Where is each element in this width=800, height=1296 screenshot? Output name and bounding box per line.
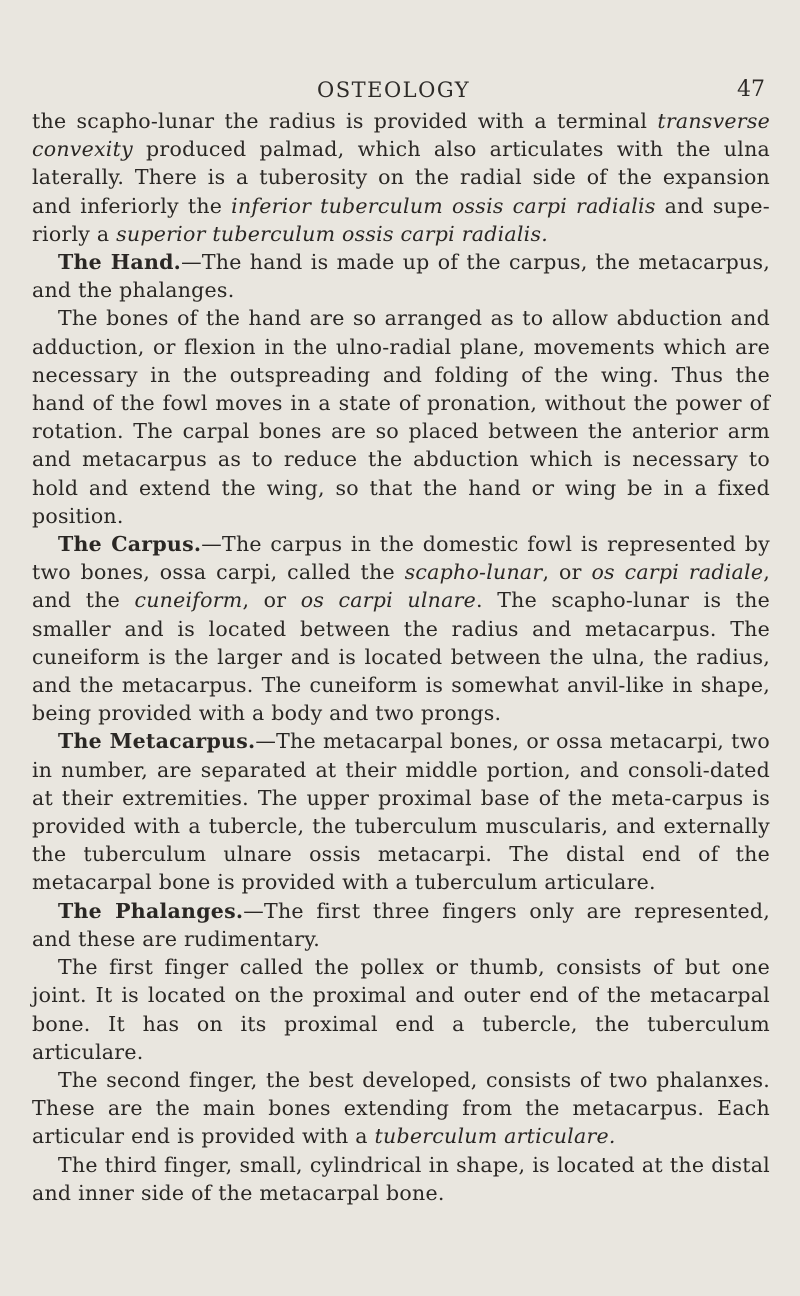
text-run-italic: os carpi ulnare bbox=[300, 588, 477, 613]
paragraph-metacarpus bbox=[32, 727, 770, 896]
text-run-italic: superior tuberculum ossis carpi radialis. bbox=[116, 221, 549, 246]
text-run: , or bbox=[542, 560, 592, 585]
paragraph-third-finger bbox=[32, 1151, 770, 1207]
paragraph-phalanges bbox=[32, 897, 770, 953]
paragraph-hand bbox=[32, 248, 770, 304]
text-run: and supe-riorly a bbox=[32, 193, 770, 246]
text-run: produced palmad, which also articulates with the ulna laterally. There is a tuberosity on the radial side of the expansion and inferiorly the bbox=[32, 137, 770, 218]
page-number: 47 bbox=[737, 77, 765, 102]
running-head-title: OSTEOLOGY bbox=[317, 78, 471, 102]
text-run: . The scapho-lunar is the smaller and is located between the radius and metacarpus. The cuneiform is the larger and is located between the ulna, the radius, and the metacarpus. The cuneiform is somewhat anvil-like in shape, being provided with a body and two prongs. bbox=[32, 588, 770, 726]
text-run: , or bbox=[242, 588, 301, 613]
text-run: The second finger, the best developed, consists of two phalanxes. These are the main bones extending from the metacarpus. Each articular end is provided with a bbox=[32, 1067, 770, 1149]
section-heading-hand: The Hand. bbox=[58, 250, 182, 275]
text-run: —The carpus in the domestic fowl is represented by two bones, ossa carpi, called the bbox=[32, 532, 770, 585]
text-run: —The metacarpal bones, or ossa metacarpi, two in number, are separated at their middle portion, and consoli-dated at their extremities. The upper proximal base of the meta-carpus is provided with a tubercle, the tuberculum muscularis, and externally the tuberculum ulnare ossis metacarpi. The distal end of the metacarpal bone is provided with a tuberculum articulare. bbox=[32, 729, 770, 895]
text-run-italic: inferior tuberculum ossis carpi radialis bbox=[231, 193, 656, 218]
text-run: , and the bbox=[32, 560, 770, 613]
text-run: —The first three fingers only are represented, and these are rudimentary. bbox=[32, 898, 770, 951]
text-run: The bones of the hand are so arranged as to allow abduction and adduction, or flexion in the ulno-radial plane, movements which are necessary in the outspreading and folding of the wing. Thus the hand of the fowl moves in a state of pronation, without the power of rotation. The carpal bones are so placed between the anterior arm and metacarpus as to reduce the abduction which is necessary to hold and extend the wing, so that the hand or wing be in a fixed position. bbox=[32, 306, 770, 528]
text-run-italic: cuneiform bbox=[134, 588, 243, 613]
section-heading-carpus: The Carpus. bbox=[58, 532, 202, 557]
text-run: The third finger, small, cylindrical in shape, is located at the distal and inner side of the metacarpal bone. bbox=[32, 1152, 770, 1205]
paragraph-second-finger bbox=[32, 1066, 770, 1151]
running-header bbox=[32, 0, 770, 100]
text-run-italic: scapho-lunar bbox=[404, 560, 543, 585]
body-text bbox=[32, 107, 770, 1207]
paragraph-hand-bones bbox=[32, 304, 770, 530]
text-run-italic: tuberculum articulare. bbox=[374, 1124, 616, 1149]
paragraph-radius-continued bbox=[32, 107, 770, 248]
text-run-italic: transverse convexity bbox=[32, 109, 770, 162]
section-heading-metacarpus: The Metacarpus. bbox=[58, 729, 256, 754]
text-run: the scapho-lunar the radius is provided with a terminal bbox=[32, 109, 658, 133]
paragraph-first-finger bbox=[32, 953, 770, 1066]
text-run: The first finger called the pollex or thumb, consists of but one joint. It is located on the proximal and outer end of the metacarpal bone. It has on its proximal end a tubercle, the tuberculum articulare. bbox=[32, 955, 770, 1064]
text-run-italic: os carpi radiale bbox=[591, 560, 764, 585]
text-run: —The hand is made up of the carpus, the metacarpus, and the phalanges. bbox=[32, 250, 770, 303]
paragraph-carpus bbox=[32, 530, 770, 727]
section-heading-phalanges: The Phalanges. bbox=[58, 898, 244, 923]
